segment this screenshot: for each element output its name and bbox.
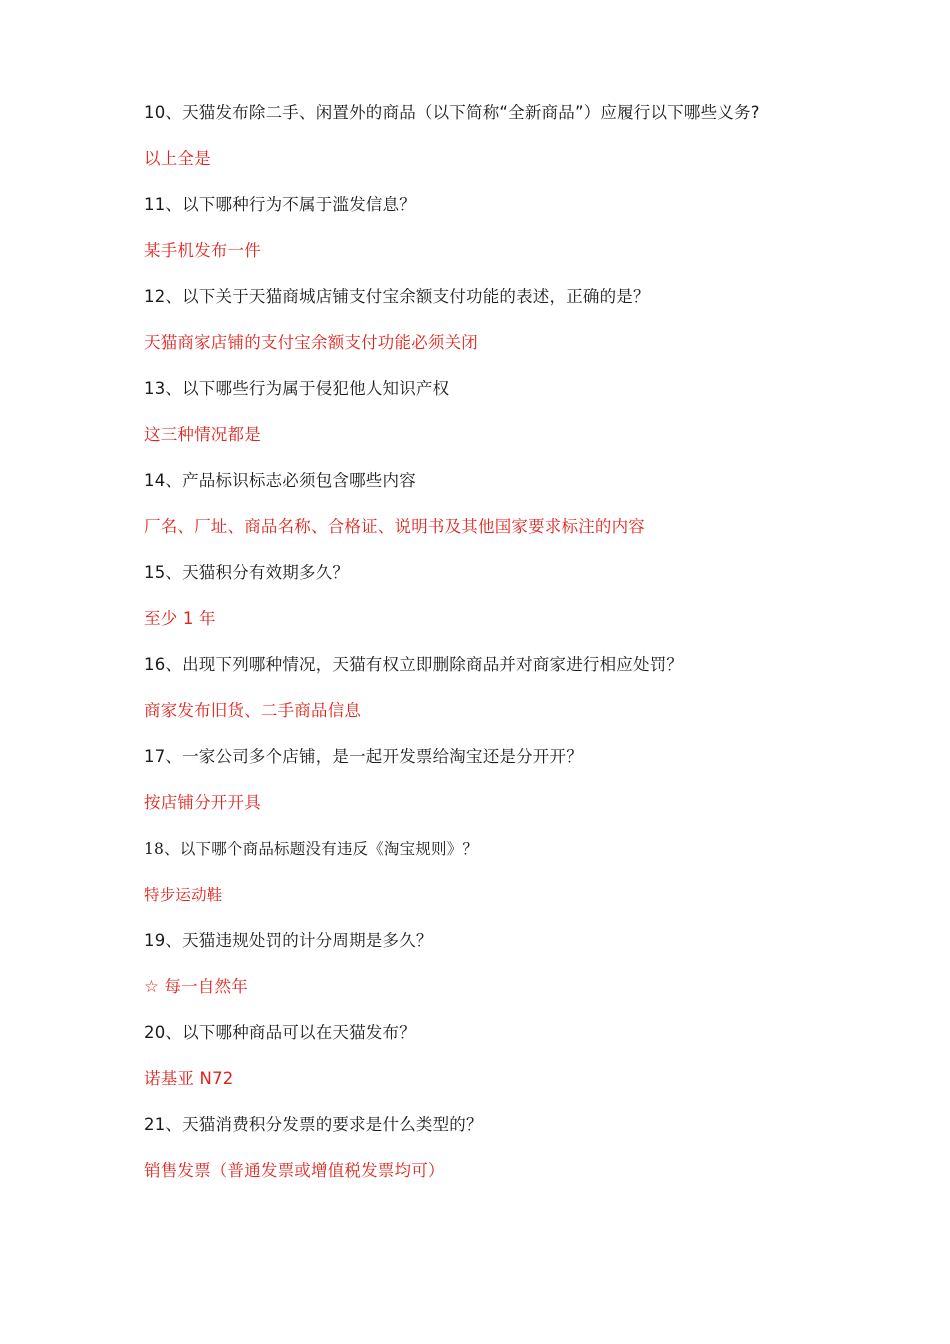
answer-21: 销售发票（普通发票或增值税发票均可） — [144, 1161, 445, 1180]
question-13: 13、以下哪些行为属于侵犯他人知识产权 — [144, 379, 450, 398]
question-15: 15、天猫积分有效期多久？ — [144, 563, 350, 582]
answer-12: 天猫商家店铺的支付宝余额支付功能必须关闭 — [144, 333, 478, 352]
answer-13: 这三种情况都是 — [144, 425, 261, 444]
answer-10: 以上全是 — [144, 149, 211, 168]
question-21: 21、天猫消费积分发票的要求是什么类型的？ — [144, 1115, 483, 1134]
answer-18: 特步运动鞋 — [144, 886, 223, 904]
question-17: 17、一家公司多个店铺，是一起开发票给淘宝还是分开开？ — [144, 747, 583, 766]
question-12: 12、以下关于天猫商城店铺支付宝余额支付功能的表述，正确的是？ — [144, 287, 650, 306]
question-10: 10、天猫发布除二手、闲置外的商品（以下简称“全新商品”）应履行以下哪些义务? — [144, 103, 760, 122]
answer-17: 按店铺分开开具 — [144, 793, 261, 812]
question-11: 11、以下哪种行为不属于滥发信息？ — [144, 195, 416, 214]
answer-20: 诺基亚 N72 — [144, 1069, 234, 1088]
question-20: 20、以下哪种商品可以在天猫发布？ — [144, 1023, 416, 1042]
question-14: 14、产品标识标志必须包含哪些内容 — [144, 471, 416, 490]
answer-14: 厂名、厂址、商品名称、合格证、说明书及其他国家要求标注的内容 — [144, 517, 645, 536]
question-16: 16、出现下列哪种情况，天猫有权立即删除商品并对商家进行相应处罚？ — [144, 655, 684, 674]
question-19: 19、天猫违规处罚的计分周期是多久？ — [144, 931, 433, 950]
answer-15: 至少 1 年 — [144, 609, 216, 628]
question-18: 18、以下哪个商品标题没有违反《淘宝规则》？ — [144, 840, 479, 858]
answer-11: 某手机发布一件 — [144, 241, 261, 260]
qa-list — [144, 96, 924, 1200]
answer-19: ☆ 每一自然年 — [144, 977, 248, 996]
answer-16: 商家发布旧货、二手商品信息 — [144, 701, 362, 720]
